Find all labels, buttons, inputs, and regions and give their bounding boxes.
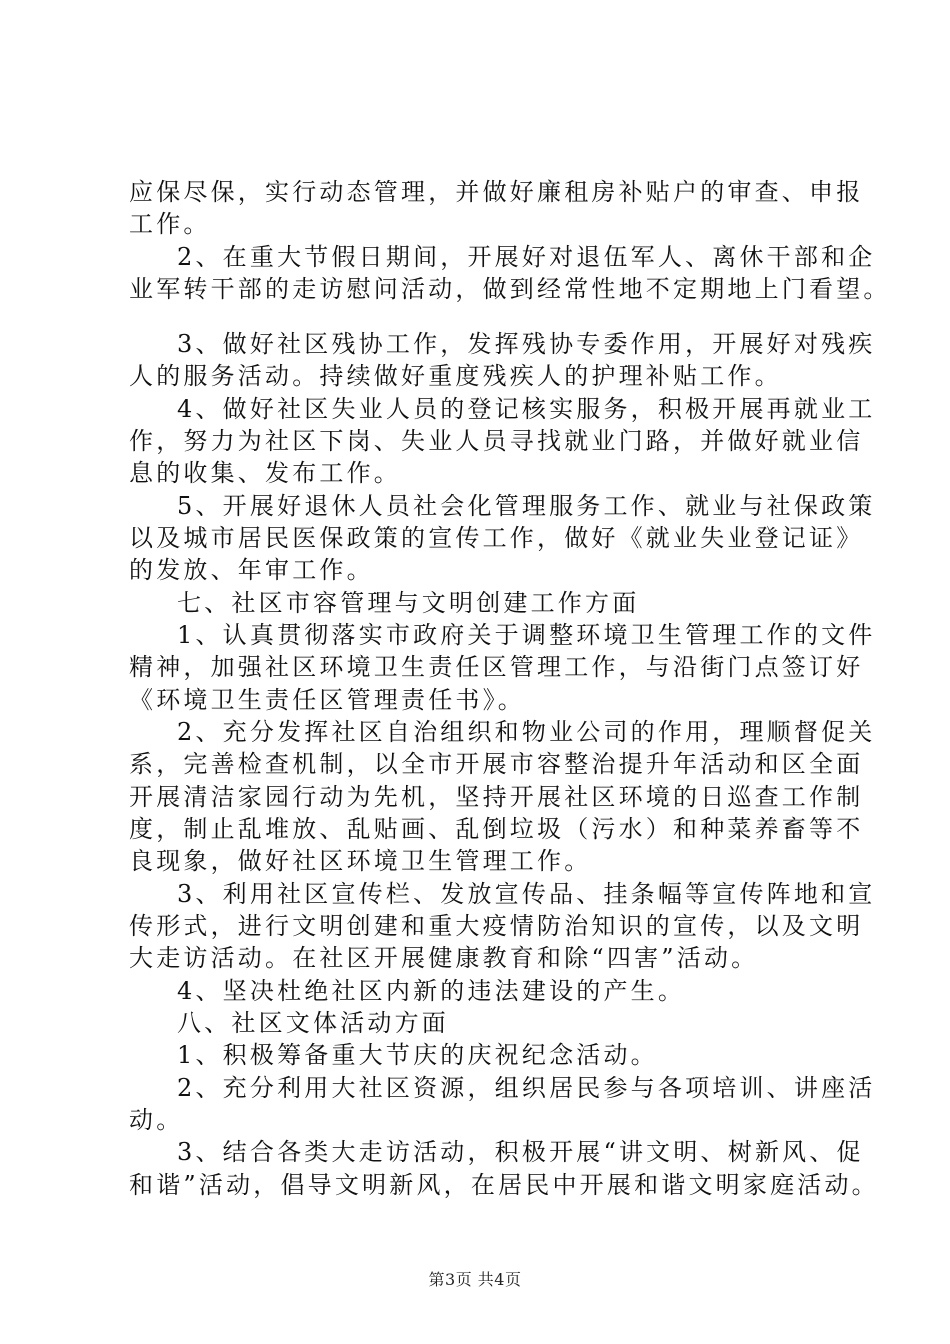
text-line: 动。 [129,1106,184,1134]
text-line: 和谐”活动，倡导文明新风，在居民中开展和谐文明家庭活动。 [129,1171,879,1199]
text-line: 人的服务活动。持续做好重度残疾人的护理补贴工作。 [129,362,782,390]
text-line: 1、认真贯彻落实市政府关于调整环境卫生管理工作的文件 [177,621,876,649]
text-line: 大走访活动。在社区开展健康教育和除“四害”活动。 [129,944,759,972]
text-line: 工作。 [129,210,211,238]
section-heading: 八、社区文体活动方面 [177,1009,449,1037]
text-line: 2、充分利用大社区资源，组织居民参与各项培训、讲座活 [177,1074,876,1102]
text-line: 2、在重大节假日期间，开展好对退伍军人、离休干部和企 [177,243,876,271]
text-line: 4、做好社区失业人员的登记核实服务，积极开展再就业工 [177,395,876,423]
text-line: 度，制止乱堆放、乱贴画、乱倒垃圾（污水）和种菜养畜等不 [129,815,864,843]
text-line: 作，努力为社区下岗、失业人员寻找就业门路，并做好就业信 [129,427,864,455]
text-line: 3、结合各类大走访活动，积极开展“讲文明、树新风、促 [177,1138,864,1166]
text-line: 的发放、年审工作。 [129,556,374,584]
text-line: 息的收集、发布工作。 [129,459,401,487]
section-heading: 七、社区市容管理与文明创建工作方面 [177,589,640,617]
text-line: 良现象，做好社区环境卫生管理工作。 [129,847,592,875]
text-line: 应保尽保，实行动态管理，并做好廉租房补贴户的审查、申报 [129,178,864,206]
text-line: 开展清洁家园行动为先机，坚持开展社区环境的日巡查工作制 [129,783,864,811]
text-line: 系，完善检查机制，以全市开展市容整治提升年活动和区全面 [129,750,864,778]
text-line: 3、利用社区宣传栏、发放宣传品、挂条幅等宣传阵地和宣 [177,880,876,908]
text-line: 业军转干部的走访慰问活动，做到经常性地不定期地上门看望。 [129,275,891,303]
page-number-footer: 第3页 共4页 [428,1270,522,1289]
text-line: 1、积极筹备重大节庆的庆祝纪念活动。 [177,1041,658,1069]
text-line: 传形式，进行文明创建和重大疫情防治知识的宣传，以及文明 [129,912,864,940]
text-line: 2、充分发挥社区自治组织和物业公司的作用，理顺督促关 [177,718,876,746]
text-line: 精神，加强社区环境卫生责任区管理工作，与沿街门点签订好 [129,653,864,681]
text-line: 3、做好社区残协工作，发挥残协专委作用，开展好对残疾 [177,330,876,358]
text-line: 4、坚决杜绝社区内新的违法建设的产生。 [177,977,686,1005]
text-line: 以及城市居民医保政策的宣传工作，做好《就业失业登记证》 [129,524,864,552]
text-line: 5、开展好退休人员社会化管理服务工作、就业与社保政策 [177,492,876,520]
text-line: 《环境卫生责任区管理责任书》。 [129,686,525,714]
